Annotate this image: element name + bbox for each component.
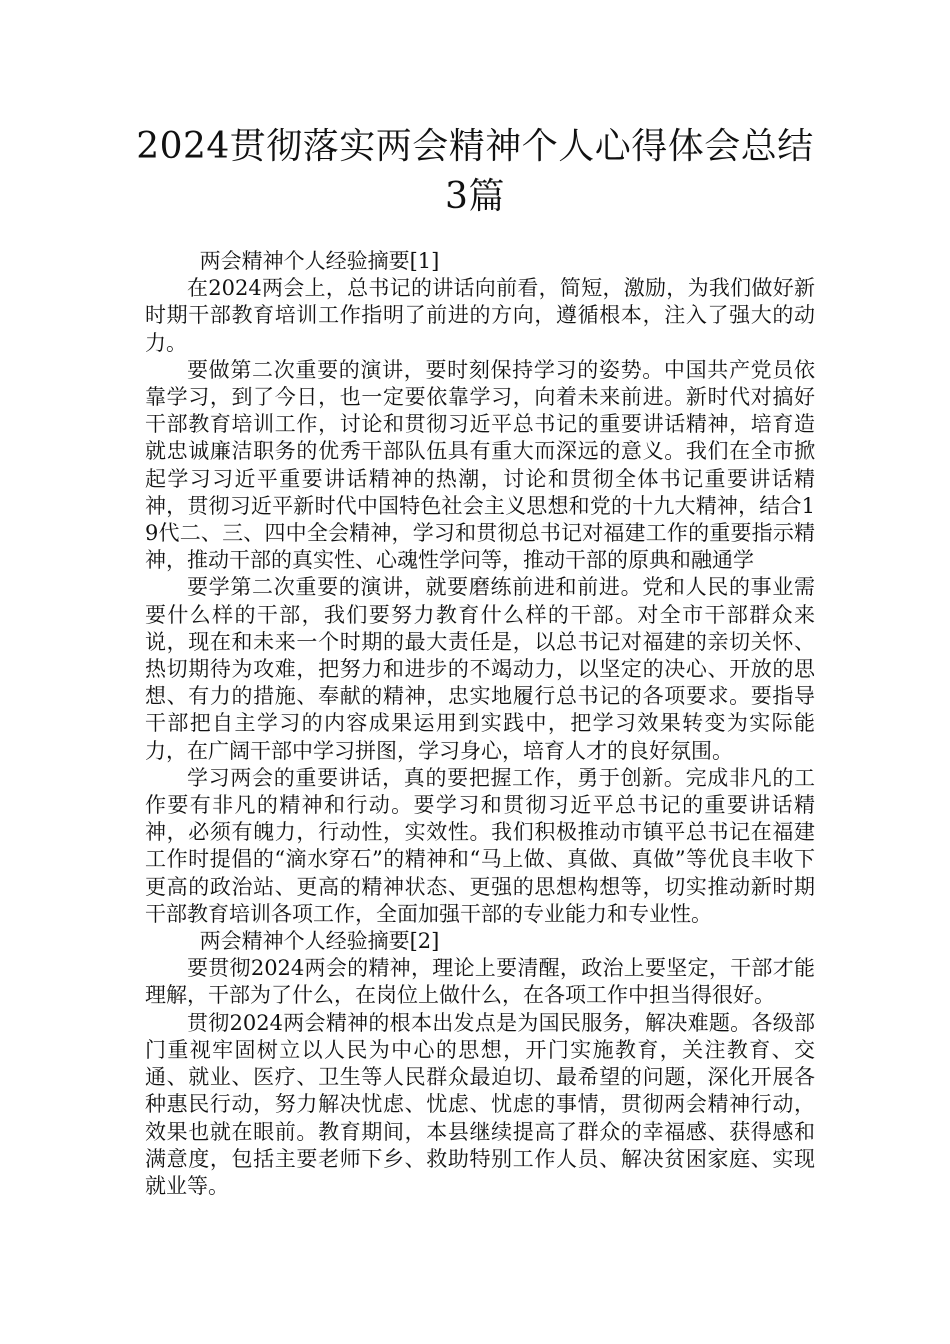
section-heading: 两会精神个人经验摘要[2] — [199, 929, 440, 954]
title-line-2: 3篇 — [445, 176, 505, 217]
paragraph: 要学第二次重要的演讲，就要磨练前进和前进。党和人民的事业需要什么样的干部，我们要努力教育什么样的干部。对全市干部群众来说，现在和未来一个时期的最大责任是，以总书记对福建的亲切关怀、热切期待为攻难，把努力和进步的不竭动力，以坚定的决心、开放的思想、有力的措施、奉献的精神，忠实地履行总书记的各项要求。要指导干部把自主学习的内容成果运用到实践中，把学习效果转变为实际能力，在广阔干部中学习拼图，学习身心，培育人才的良好氛围。 — [145, 575, 815, 763]
paragraph: 在2024两会上，总书记的讲话向前看，简短，激励，为我们做好新时期干部教育培训工作指明了前进的方向，遵循根本，注入了强大的动力。 — [145, 276, 815, 355]
paragraph: 学习两会的重要讲话，真的要把握工作，勇于创新。完成非凡的工作要有非凡的精神和行动。要学习和贯彻习近平总书记的重要讲话精神，必须有魄力，行动性，实效性。我们积极推动市镇平总书记在福建工作时提倡的“滴水穿石”的精神和“马上做、真做、真做”等优良丰收下更高的政治站、更高的精神状态、更强的思想构想等，切实推动新时期干部教育培训各项工作，全面加强干部的专业能力和专业性。 — [145, 765, 815, 926]
document-title — [100, 122, 850, 222]
paragraph: 要做第二次重要的演讲，要时刻保持学习的姿势。中国共产党员依靠学习，到了今日，也一定要依靠学习，向着未来前进。新时代对搞好干部教育培训工作，讨论和贯彻习近平总书记的重要讲话精神，培育造就忠诚廉洁职务的优秀干部队伍具有重大而深远的意义。我们在全市掀起学习习近平重要讲话精神的热潮，讨论和贯彻全体书记重要讲话精神，贯彻习近平新时代中国特色社会主义思想和党的十九大精神，结合19代二、三、四中全会精神，学习和贯彻总书记对福建工作的重要指示精神，推动干部的真实性、心魂性学问等，推动干部的原典和融通学 — [145, 357, 815, 573]
paragraph: 贯彻2024两会精神的根本出发点是为国民服务，解决难题。各级部门重视牢固树立以人民为中心的思想，开门实施教育，关注教育、交通、就业、医疗、卫生等人民群众最迫切、最希望的问题，深化开展各种惠民行动，努力解决忧虑、忧虑、忧虑的事情，贯彻两会精神行动，效果也就在眼前。教育期间，本县继续提高了群众的幸福感、获得感和满意度，包括主要老师下乡、救助特别工作人员、解决贫困家庭、实现就业等。 — [145, 1010, 815, 1198]
document-body — [145, 248, 815, 1200]
title-line-1: 2024贯彻落实两会精神个人心得体会总结 — [136, 126, 814, 167]
paragraph: 要贯彻2024两会的精神，理论上要清醒，政治上要坚定，干部才能理解，干部为了什么，在岗位上做什么，在各项工作中担当得很好。 — [145, 956, 815, 1008]
section-heading: 两会精神个人经验摘要[1] — [199, 249, 440, 273]
